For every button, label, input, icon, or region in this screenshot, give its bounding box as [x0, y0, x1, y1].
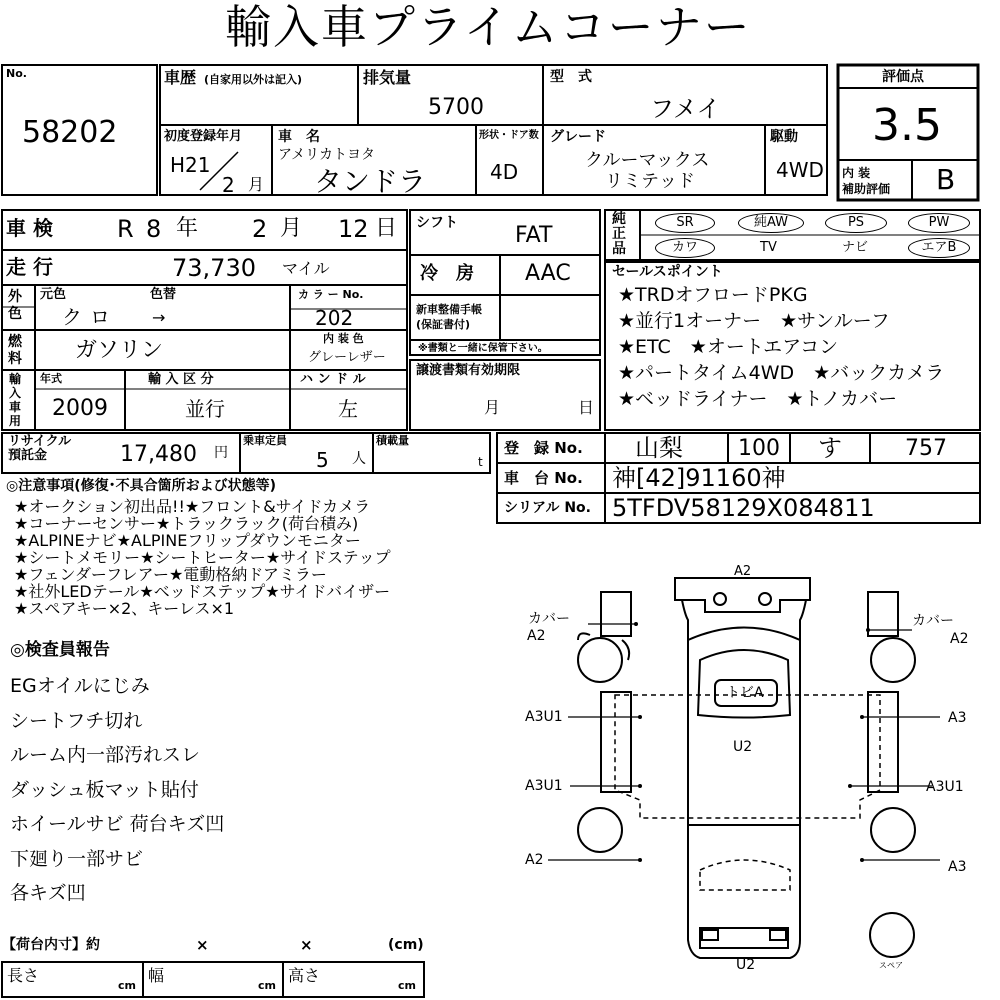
- notes-line-7: ★スペアキー×2、キーレス×1: [14, 599, 235, 618]
- notes-line-3: ★ALPINEナビ★ALPINEフリップダウンモニター: [14, 531, 361, 550]
- transfer-day: 日: [578, 398, 595, 417]
- equip-airbag: エアB: [908, 238, 970, 258]
- interior-score-value: B: [936, 163, 956, 196]
- fuel-label: 燃料: [8, 334, 22, 367]
- inspector-label: ◎検査員報告: [10, 640, 110, 660]
- capacity-label: 乗車定員: [243, 434, 287, 447]
- bed-x1: ×: [196, 936, 209, 954]
- color-value: クロ: [62, 305, 118, 329]
- bed-width-label: 幅: [148, 966, 165, 985]
- bed-label: 【荷台内寸】約: [2, 937, 100, 953]
- inspection-year-unit: 年: [176, 216, 199, 241]
- diag-cover-left: カバー: [528, 611, 570, 627]
- handle-value: 左: [338, 397, 358, 421]
- chassis-value: 神[42]91160神: [612, 464, 786, 492]
- equip-pw: PW: [908, 213, 970, 233]
- mileage-value: 73,730: [172, 254, 256, 282]
- inspector-line-5: ホイールサビ 荷台キズ凹: [10, 813, 225, 835]
- mileage-label: 走 行: [6, 255, 53, 279]
- inspector-line-7: 各キズ凹: [10, 882, 86, 904]
- no-label: No.: [6, 67, 27, 80]
- inspection-day-unit: 日: [375, 216, 398, 241]
- equip-label: 純正品: [612, 211, 626, 257]
- car-maker: アメリカトヨタ: [278, 147, 376, 163]
- bed-width-unit: cm: [258, 979, 276, 992]
- reg-pref: 山梨: [635, 434, 683, 462]
- maintenance-label: 新車整備手帳 (保証書付): [416, 303, 482, 331]
- reg-num2: 757: [905, 436, 947, 461]
- reg-label: 登 録 No.: [504, 439, 583, 457]
- diag-cover-right-grade: A2: [950, 631, 969, 647]
- capacity-value: 5: [316, 448, 329, 472]
- import-label: 輸入車用: [9, 372, 22, 428]
- score-label: 評価点: [882, 69, 924, 85]
- recycle-label: リサイクル 預託金: [8, 434, 72, 463]
- sales-line-4: ★パートタイム4WD ★バックカメラ: [618, 362, 945, 384]
- color-no-value: 202: [315, 306, 354, 330]
- diag-roof-grade: トビA: [726, 685, 764, 701]
- history-label: 車歴: [164, 68, 197, 87]
- shift-value: FAT: [515, 223, 553, 248]
- diag-right-2: A3U1: [926, 779, 964, 795]
- sales-line-2: ★並行1オーナー ★サンルーフ: [618, 310, 890, 332]
- ac-label: 冷 房: [420, 263, 474, 284]
- equip-aw: 純AW: [738, 213, 804, 233]
- drive-label: 駆動: [770, 129, 798, 145]
- drive-value: 4WD: [776, 158, 824, 182]
- notes-label: ◎注意事項(修復･不具合箇所および状態等): [6, 478, 277, 494]
- first-reg-year: H21: [170, 153, 211, 177]
- handle-label: ハ ン ド ル: [300, 372, 366, 387]
- reg-kana: す: [818, 434, 842, 462]
- grade-label: グレード: [550, 129, 606, 145]
- sales-line-5: ★ベッドライナー ★トノカバー: [618, 388, 898, 410]
- displacement-value: 5700: [428, 95, 484, 120]
- change-color-label: 色替: [150, 287, 177, 302]
- serial-value: 5TFDV58129X084811: [612, 494, 875, 522]
- diag-u2-grade: U2: [733, 739, 753, 755]
- sales-line-1: ★TRDオフロードPKG: [618, 284, 808, 306]
- diag-right-3: A3: [948, 859, 967, 875]
- inspector-line-4: ダッシュ板マット貼付: [10, 779, 199, 801]
- first-reg-month: 2: [222, 173, 235, 197]
- inspection-month-unit: 月: [280, 216, 303, 241]
- ac-value: AAC: [525, 261, 571, 286]
- equip-tv: TV: [760, 240, 777, 255]
- diag-left-3: A2: [525, 852, 544, 868]
- bed-height-label: 高さ: [288, 966, 321, 985]
- displacement-label: 排気量: [363, 68, 412, 87]
- inspector-line-3: ルーム内一部汚れスレ: [10, 744, 201, 766]
- import-kubun-value: 並行: [185, 397, 225, 421]
- car-name-label: 車 名: [278, 129, 320, 145]
- import-kubun-label: 輸 入 区 分: [148, 372, 214, 387]
- diag-spare-label: スペア: [879, 961, 903, 970]
- model-label: 型 式: [550, 69, 592, 85]
- transfer-month: 月: [484, 398, 501, 417]
- notes-line-5: ★フェンダーフレアー★電動格納ドアミラー: [14, 565, 327, 584]
- interior-color-label: 内 装 色: [323, 332, 364, 345]
- sales-label: セールスポイント: [612, 264, 723, 280]
- fuel-value: ガソリン: [75, 338, 164, 363]
- diag-cover-left-grade: A2: [527, 628, 546, 644]
- bed-unit: (cm): [388, 937, 424, 953]
- notes-line-1: ★オークション初出品!!★フロント&サイドカメラ: [14, 497, 371, 516]
- import-year-value: 2009: [52, 396, 108, 421]
- sales-line-3: ★ETC ★オートエアコン: [618, 336, 839, 358]
- notes-line-4: ★シートメモリー★シートヒーター★サイドステップ: [14, 548, 391, 567]
- diag-left-2: A3U1: [525, 778, 563, 794]
- bed-length-label: 長さ: [7, 966, 40, 985]
- first-reg-label: 初度登録年月: [164, 129, 243, 144]
- doors-label: 形状・ドア数: [479, 130, 539, 141]
- mileage-unit: マイル: [282, 259, 330, 278]
- transfer-label: 譲渡書類有効期限: [416, 363, 521, 378]
- inspection-day: 12: [338, 215, 369, 243]
- inspector-line-6: 下廻り一部サビ: [10, 848, 144, 870]
- interior-score-label: 内 装 補助評価: [842, 166, 891, 196]
- score-value: 3.5: [872, 100, 942, 151]
- import-year-label: 年式: [40, 372, 62, 385]
- history-note: (自家用以外は記入): [204, 73, 303, 86]
- notes-line-6: ★社外LEDテール★ベッドステップ★サイドバイザー: [14, 582, 391, 601]
- bed-x2: ×: [300, 936, 313, 954]
- diag-cover-right: カバー: [912, 613, 954, 629]
- interior-color-value: グレーレザー: [308, 350, 386, 365]
- equip-sr: SR: [655, 213, 715, 233]
- recycle-unit: 円: [214, 445, 228, 461]
- load-unit: t: [478, 455, 483, 469]
- inspection-year: 8: [146, 215, 162, 243]
- bed-length-unit: cm: [118, 979, 136, 992]
- equip-kawa: カワ: [655, 238, 715, 258]
- diag-right-1: A3: [948, 710, 967, 726]
- serial-label: シリアル No.: [504, 500, 591, 516]
- load-label: 積載量: [376, 434, 409, 447]
- equip-navi: ナビ: [842, 240, 869, 255]
- notes-line-2: ★コーナーセンサー★トラックラック(荷台積み): [14, 514, 359, 533]
- equip-ps: PS: [825, 213, 887, 233]
- inspector-line-1: EGオイルにじみ: [10, 675, 150, 697]
- model-value: フメイ: [650, 95, 721, 123]
- orig-color-label: 元色: [40, 287, 67, 302]
- page-title: 輸入車プライムコーナー: [225, 0, 752, 54]
- car-name-value: タンドラ: [314, 165, 427, 198]
- diag-bottom-grade: U2: [736, 957, 756, 973]
- chassis-label: 車 台 No.: [504, 469, 583, 487]
- doors-value: 4D: [490, 160, 519, 184]
- first-reg-month-unit: 月: [248, 175, 265, 194]
- capacity-unit: 人: [352, 451, 366, 467]
- grade-line2: リミテッド: [605, 171, 695, 192]
- inspection-month: 2: [252, 215, 268, 243]
- diag-left-1: A3U1: [525, 709, 563, 725]
- shift-label: シフト: [416, 215, 458, 231]
- inspection-era: R: [117, 215, 134, 243]
- inspection-label: 車 検: [6, 216, 53, 240]
- inspector-line-2: シートフチ切れ: [10, 710, 143, 732]
- recycle-value: 17,480: [120, 442, 197, 467]
- maintenance-note: ※書類と一緒に保管下さい。: [418, 343, 548, 354]
- diag-top-grade: A2: [734, 564, 752, 579]
- color-no-label: カ ラ ー No.: [298, 288, 364, 301]
- color-arrow: →: [152, 308, 166, 327]
- bed-height-unit: cm: [398, 979, 416, 992]
- reg-num1: 100: [738, 436, 780, 461]
- outer-color-label: 外色: [8, 289, 22, 322]
- grade-line1: クルーマックス: [585, 150, 710, 171]
- lot-number: 58202: [22, 115, 118, 150]
